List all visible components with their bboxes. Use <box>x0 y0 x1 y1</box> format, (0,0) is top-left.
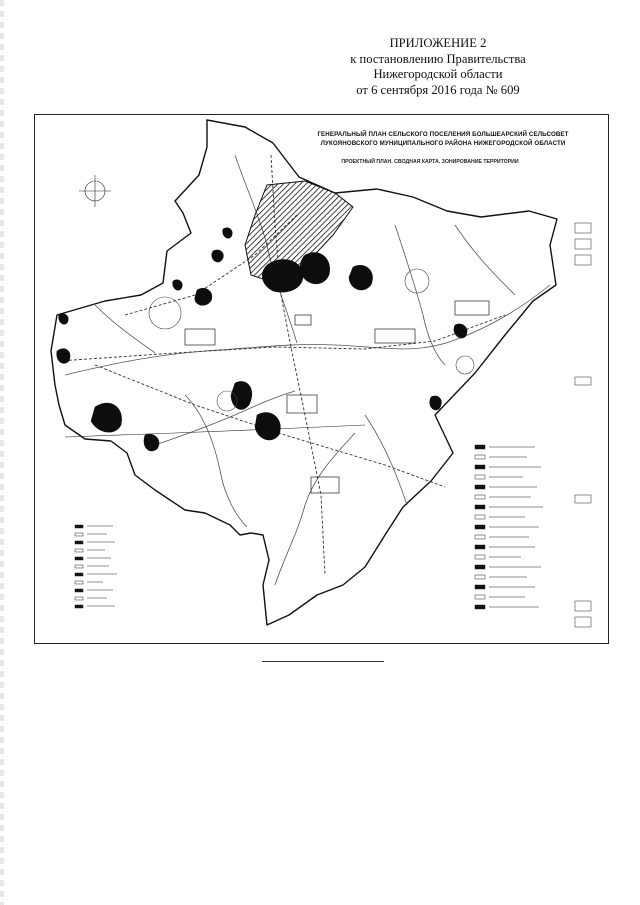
map-drawing <box>35 115 609 644</box>
legend-left <box>75 525 117 608</box>
appendix-title: ПРИЛОЖЕНИЕ 2 <box>389 36 487 50</box>
scan-edge <box>0 0 4 905</box>
map-subtitle: ПРОЕКТНЫЙ ПЛАН. СВОДНАЯ КАРТА. ЗОНИРОВАНИЕ ТЕРРИТОРИИ <box>341 159 519 165</box>
map-title <box>293 130 593 148</box>
appendix-region-line: Нижегородской области <box>373 67 503 82</box>
appendix-decree-line: к постановлению Правительства <box>350 51 526 66</box>
map-title-line1: ГЕНЕРАЛЬНЫЙ ПЛАН СЕЛЬСКОГО ПОСЕЛЕНИЯ БОЛЬШЕАРСКИЙ СЕЛЬСОВЕТ <box>317 131 569 138</box>
legend-far-right <box>575 223 591 627</box>
legend-right <box>475 445 543 609</box>
map-frame <box>34 114 609 644</box>
footer-divider <box>262 661 384 662</box>
appendix-header <box>288 36 588 98</box>
map-title-line2: ЛУКОЯНОВСКОГО МУНИЦИПАЛЬНОГО РАЙОНА НИЖЕГОРОДСКОЙ ОБЛАСТИ <box>320 140 566 147</box>
appendix-date-line: от 6 сентября 2016 года № 609 <box>356 82 520 97</box>
compass-rose <box>79 175 111 207</box>
